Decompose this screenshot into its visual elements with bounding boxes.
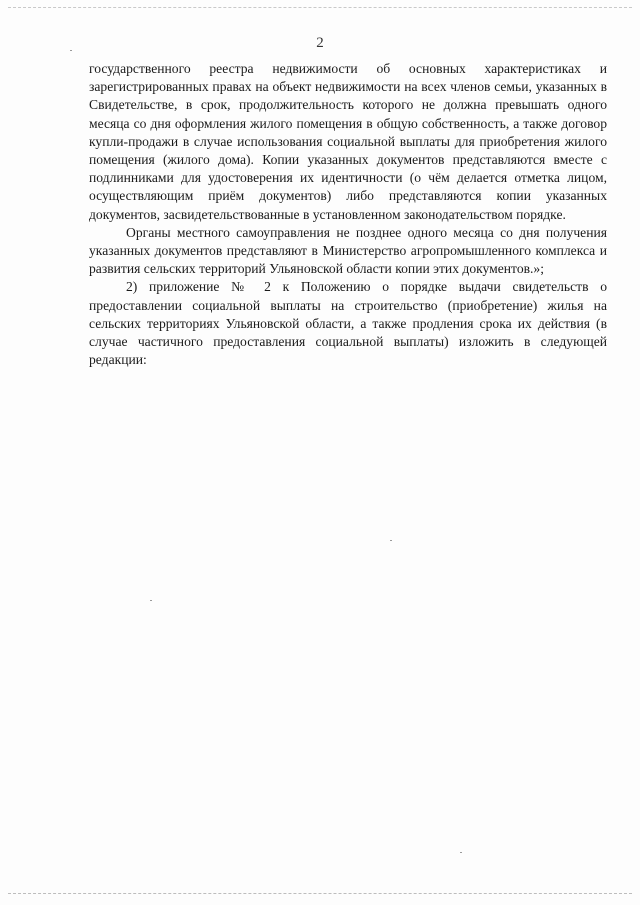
paragraph-appendix-2: 2) приложение № 2 к Положению о порядке выдачи свидетельств о предоставлении социальной выплаты на строительство (приобретение) жилья на сельских территориях Ульяновской области, а также продления срока их действия (в случае частичного предоставления социальной выплаты) изложить в следующей редакции: (89, 279, 607, 368)
document-body (89, 60, 607, 369)
paragraph-continuation: государственного реестра недвижимости об основных характеристиках и зарегистрированных правах на объект недвижимости на всех членов семьи, указанных в Свидетельстве, в срок, продолжительность которого не должна превышать одного месяца со дня оформления жилого помещения в общую собственность, а также договор купли-продажи в случае использования социальной выплаты для приобретения жилого помещения (жилого дома). Копии указанных документов представляются вместе с подлинниками для удостоверения их идентичности (о чём делается отметка лицом, осуществляющим приём документов) либо представляются копии указанных документов, засвидетельствованные в установленном законодательством порядке. (89, 61, 607, 222)
scan-speck (70, 50, 72, 51)
paragraph-local-authorities: Органы местного самоуправления не позднее одного месяца со дня получения указанных документов представляют в Министерство агропромышленного комплекса и развития сельских территорий Ульяновской области копии этих документов.»; (89, 224, 607, 277)
scan-speck (390, 540, 392, 541)
page-number: 2 (316, 35, 324, 51)
scan-speck (460, 852, 462, 853)
scan-edge-bottom (8, 893, 632, 895)
scan-speck (150, 600, 152, 601)
scan-edge-top (8, 7, 632, 9)
